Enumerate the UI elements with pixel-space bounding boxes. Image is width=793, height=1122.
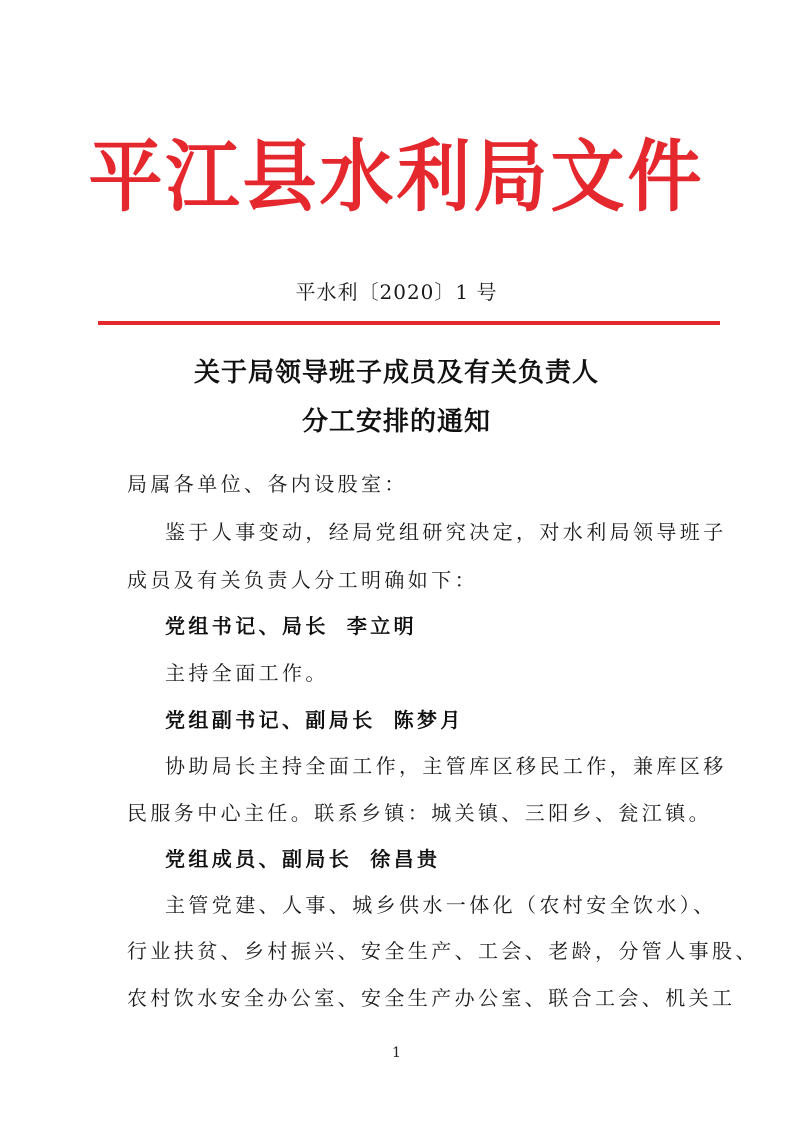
notice-title-line1: 关于局领导班子成员及有关负责人 (193, 358, 599, 388)
intro-paragraph-line2: 成员及有关负责人分工明确如下： (127, 568, 478, 592)
page-number: 1 (392, 1045, 401, 1061)
leader-duty-line: 协助局长主持全面工作，主管库区移民工作，兼库区移 (165, 754, 727, 778)
notice-title-line2: 分工安排的通知 (301, 407, 491, 437)
salutation: 局属各单位、各内设股室： (127, 472, 408, 496)
leader-duty-line: 行业扶贫、乡村振兴、安全生产、工会、老龄，分管人事股、 (127, 939, 759, 963)
leader-role: 党组成员、副局长 (165, 847, 353, 871)
leader-name: 徐昌贵 (370, 847, 441, 871)
leader-heading (165, 845, 725, 873)
document-number: 平水利〔2020〕1 号 (295, 280, 498, 304)
leader-name: 陈梦月 (393, 708, 464, 732)
leader-heading (165, 706, 725, 734)
header-divider-rule (98, 321, 720, 325)
leader-duty-line: 主管党建、人事、城乡供水一体化（农村安全饮水）、 (165, 893, 717, 917)
document-header-title: 平江县水利局文件 (88, 131, 705, 223)
leader-role: 党组副书记、副局长 (165, 708, 376, 732)
leader-duty-line: 农村饮水安全办公室、安全生产办公室、联合工会、机关工 (127, 986, 736, 1010)
leader-heading (165, 612, 725, 640)
leader-duty-line: 民服务中心主任。联系乡镇：城关镇、三阳乡、瓮江镇。 (127, 801, 712, 825)
leader-name: 李立明 (346, 614, 418, 638)
leader-role: 党组书记、局长 (165, 614, 329, 638)
leader-duty-line: 主持全面工作。 (165, 661, 329, 685)
intro-paragraph-line1: 鉴于人事变动，经局党组研究决定，对水利局领导班子 (165, 520, 727, 544)
